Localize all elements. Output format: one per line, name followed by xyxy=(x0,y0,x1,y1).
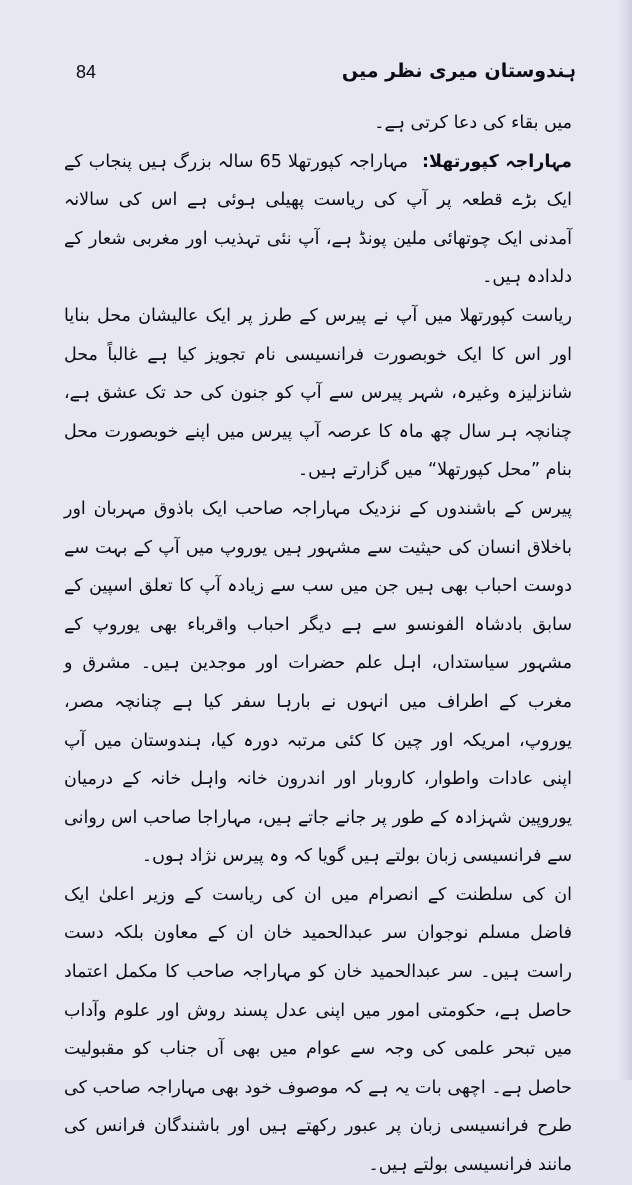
paragraph-2-text: مہاراجہ کپورتھلا 65 سالہ بزرگ ہیں پنجاب کے ایک بڑے قطعہ پر آپ کی ریاست پھیلی ہوئی ہے اس کی سالانہ آمدنی ایک چوتھائی ملین پونڈ ہے، آپ نئی تہذیب اور مغربی شعار کے دلدادہ ہیں۔ xyxy=(64,151,572,288)
paragraph-5: ان کی سلطنت کے انصرام میں ان کی ریاست کے وزیر اعلیٰ ایک فاضل مسلم نوجوان سر عبدالحمید خان ان کے معاون بلکہ دست راست ہیں۔ سر عبدالحمید خان کو مہاراجہ صاحب کا مکمل اعتماد حاصل ہے، حکومتی امور میں اپنی عدل پسند روش اور علوم وآداب میں تبحر علمی کی وجہ سے عوام میں بھی آں جناب کو مقبولیت حاصل ہے۔ اچھی بات یہ ہے کہ موصوف خود بھی مہاراجہ صاحب کی طرح فرانسیسی زبان پر عبور رکھتے ہیں اور باشندگان فرانس کی مانند فرانسیسی بولتے ہیں۔ xyxy=(64,884,572,1176)
running-header-title: ہندوستان میری نظر میں xyxy=(341,60,576,82)
paragraph-3: ریاست کپورتھلا میں آپ نے پیرس کے طرز پر ایک عالیشان محل بنایا اور اس کا ایک خوبصورت فرانسیسی نام تجویز کیا ہے غالباً محل شانزلیزہ وغیرہ، شہر پیرس سے آپ کو جنون کی حد تک عشق ہے، چنانچہ ہر سال چھ ماہ کا عرصہ آپ پیرس میں اپنے خوبصورت محل بنام ”محل کپورتھلا“ میں گزارتے ہیں۔ xyxy=(64,305,572,481)
body-text xyxy=(64,104,572,1185)
page-edge-shadow xyxy=(618,0,632,1080)
paragraph-1: میں بقاء کی دعا کرتی ہے۔ xyxy=(374,113,572,133)
paragraph-2 xyxy=(64,143,572,297)
page-number: 84 xyxy=(76,62,97,82)
paragraph-4: پیرس کے باشندوں کے نزدیک مہاراجہ صاحب ایک باذوق مہربان اور باخلاق انسان کی حیثیت سے مشہور ہیں یوروپ میں آپ کے بہت سے دوست احباب بھی ہیں جن میں سب سے زیادہ آپ کا تعلق اسپین کے سابق بادشاہ الفونسو سے ہے دیگر احباب واقرباء بھی یوروپ کے مشہور سیاستداں، اہل علم حضرات اور موجدین ہیں۔ مشرق و مغرب کے اطراف میں انہوں نے بارہا سفر کیا ہے چنانچہ مصر، یوروپ، امریکہ اور چین کا کئی مرتبہ دورہ کیا، ہندوستان میں آپ اپنی عادات واطوار، کاروبار اور اندرون خانہ واہل خانہ کے درمیان یوروپین شہزادہ کے طور پر جانے جاتے ہیں، مہاراجا صاحب اس روانی سے فرانسیسی زبان بولتے ہیں گویا کہ وہ پیرس نژاد ہوں۔ xyxy=(64,498,572,867)
section-heading: مہاراجہ کپورتھلا: xyxy=(421,151,573,172)
